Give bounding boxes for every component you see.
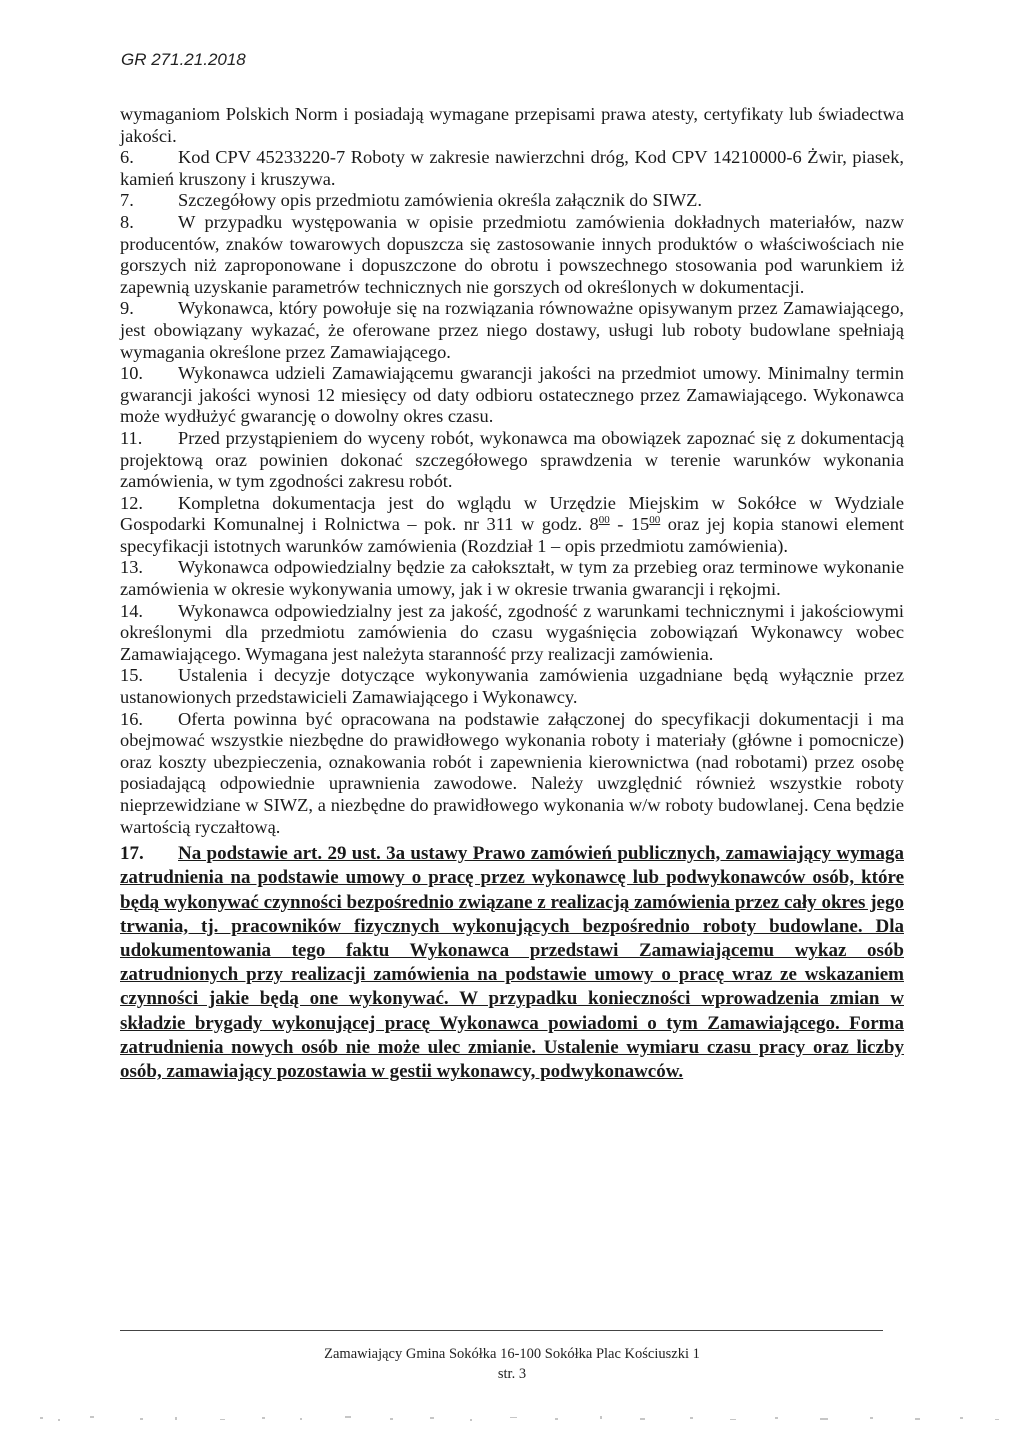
superscript-hours: 00 xyxy=(598,514,610,527)
document-reference: GR 271.21.2018 xyxy=(121,50,246,69)
paragraph-17 xyxy=(120,842,904,1084)
paragraph-number: 11. xyxy=(120,427,143,448)
paragraph-12 xyxy=(120,493,904,558)
paragraph-number: 7. xyxy=(120,190,134,211)
paragraph-15 xyxy=(120,665,904,708)
paragraph-9 xyxy=(120,298,904,363)
paragraph-number: 16. xyxy=(120,708,143,729)
paragraph-text: - 15 xyxy=(609,514,650,535)
footer-address: Zamawiający Gmina Sokółka 16-100 Sokółka Plac Kościuszki 1 xyxy=(324,1346,700,1362)
paragraph-text: Wykonawca udzieli Zamawiającemu gwarancji jakości na przedmiot umowy. Minimalny termin gwarancji jakości wynosi 12 miesięcy od daty odbioru ostatecznego przez Zamawiającego. Wykonawca może wydłużyć gwarancję o dowolny okres czasu. xyxy=(120,363,904,427)
paragraph-number: 13. xyxy=(120,557,143,578)
paragraph-text: W przypadku występowania w opisie przedmiotu zamówienia dokładnych materiałów, nazw producentów, znaków towarowych dopuszcza się zastosowanie innych produktów o właściwościach nie gorszych niż zaproponowane i dopuszczone do obrotu i powszechnego stosowania pod warunkiem iż zapewnią uzyskanie parametrów technicznych nie gorszych od określonych w dokumentacji. xyxy=(120,211,904,297)
paragraph-text: Oferta powinna być opracowana na podstawie załączonej do specyfikacji dokumentacji i ma obejmować wszystkie niezbędne do prawidłowego wykonania roboty i materiały (główne i pomocnicze) oraz koszty ubezpieczenia, oznakowania robót i zapewnienia kierownictwa (nad robotami) przez osobę posiadającą odpowiednie uprawnienia zawodowe. Należy uwzględnić również wszystkie roboty nieprzewidziane w SIWZ, a niezbędne do prawidłowego wykonania w/w roboty budowlanej. Cena będzie wartością ryczałtową. xyxy=(120,708,904,837)
paragraph-number: 14. xyxy=(120,600,143,621)
paragraph-number: 6. xyxy=(120,147,134,168)
paragraph-16 xyxy=(120,709,904,839)
paragraph-14 xyxy=(120,601,904,666)
paragraph-text: Wykonawca odpowiedzialny będzie za całokształt, w tym za przebieg oraz terminowe wykonanie zamówienia w okresie wykonywania umowy, jak i w okresie trwania gwarancji i rękojmi. xyxy=(120,557,904,600)
paragraph-text: Kompletna dokumentacja jest do wglądu w Urzędzie Miejskim w Sokółce w Wydziale Gospodarki Komunalnej i Rolnictwa – pok. nr 311 w godz. 8 xyxy=(120,492,904,535)
paragraph-number: 8. xyxy=(120,211,134,232)
paragraph-text: Przed przystąpieniem do wyceny robót, wykonawca ma obowiązek zapoznać się z dokumentacją projektową oraz powinien dokonać szczegółowego sprawdzenia w terenie warunków wykonania zamówienia, w tym zgodności zakresu robót. xyxy=(120,427,904,492)
paragraph-continuation xyxy=(120,104,904,147)
paragraph-8 xyxy=(120,212,904,298)
paragraph-text: wymaganiom Polskich Norm i posiadają wymagane przepisami prawa atesty, certyfikaty lub świadectwa jakości. xyxy=(120,104,904,146)
paragraph-text: Kod CPV 45233220-7 Roboty w zakresie nawierzchni dróg, Kod CPV 14210000-6 Żwir, piasek, kamień kruszony i kruszywa. xyxy=(120,147,904,189)
paragraph-number: 10. xyxy=(120,363,143,384)
paragraph-text: Na podstawie art. 29 ust. 3a ustawy Prawo zamówień publicznych, zamawiający wymaga zatrudnienia na podstawie umowy o pracę przez wykonawcę lub podwykonawców osób, które będą wykonywać czynności bezpośrednio związane z realizacją zamówienia przez cały okres jego trwania, tj. pracowników fizycznych wykonujących bezpośrednio roboty budowlane. Dla udokumentowania tego faktu Wykonawca przedstawi Zamawiającemu wykaz osób zatrudnionych przy realizacji zamówienia na podstawie umowy o pracę wraz ze wskazaniem czynności jakie będą one wykonywać. W przypadku konieczności wprowadzenia zmian w składzie brygady wykonującej pracę Wykonawca powiadomi o tym Zamawiającego. Forma zatrudnienia nowych osób nie może ulec zmianie. Ustalenie wymiaru czasu pracy oraz liczby osób, zamawiający pozostawia w gestii wykonawcy, podwykonawców. xyxy=(120,843,904,1083)
paragraph-11 xyxy=(120,428,904,493)
paragraph-text: Wykonawca odpowiedzialny jest za jakość, zgodność z warunkami technicznymi i jakościowymi określonymi dla przedmiotu zamówienia do czasu wygaśnięcia zobowiązań Wykonawcy wobec Zamawiającego. Wymagana jest należyta staranność przy realizacji zamówienia. xyxy=(120,600,904,664)
paragraph-text: oraz jej kopia stanowi element specyfikacji istotnych warunków zamówienia (Rozdział 1 – opis przedmiotu zamówienia). xyxy=(120,514,904,556)
document-body xyxy=(120,104,904,1084)
paragraph-text: Wykonawca, który powołuje się na rozwiązania równoważne opisywanym przez Zamawiającego, jest obowiązany wykazać, że oferowane przez niego dostawy, usługi lub roboty budowlane spełniają wymagania określone przez Zamawiającego. xyxy=(120,298,904,362)
paragraph-text: Szczegółowy opis przedmiotu zamówienia określa załącznik do SIWZ. xyxy=(178,190,702,211)
paragraph-text: Ustalenia i decyzje dotyczące wykonywania zamówienia uzgadniane będą wyłącznie przez ustanowionych przedstawicieli Zamawiającego i Wykonawcy. xyxy=(120,665,904,708)
paragraph-13 xyxy=(120,557,904,600)
paragraph-number: 9. xyxy=(120,298,134,319)
scan-noise-artifact xyxy=(0,1412,1024,1426)
paragraph-number: 15. xyxy=(120,665,143,686)
superscript-hours: 00 xyxy=(649,514,661,527)
paragraph-number: 17. xyxy=(120,843,144,865)
paragraph-number: 12. xyxy=(120,492,143,513)
paragraph-6 xyxy=(120,147,904,190)
paragraph-10 xyxy=(120,363,904,428)
footer-divider xyxy=(120,1330,883,1331)
paragraph-7 xyxy=(120,190,904,212)
page-number: str. 3 xyxy=(497,1366,527,1382)
